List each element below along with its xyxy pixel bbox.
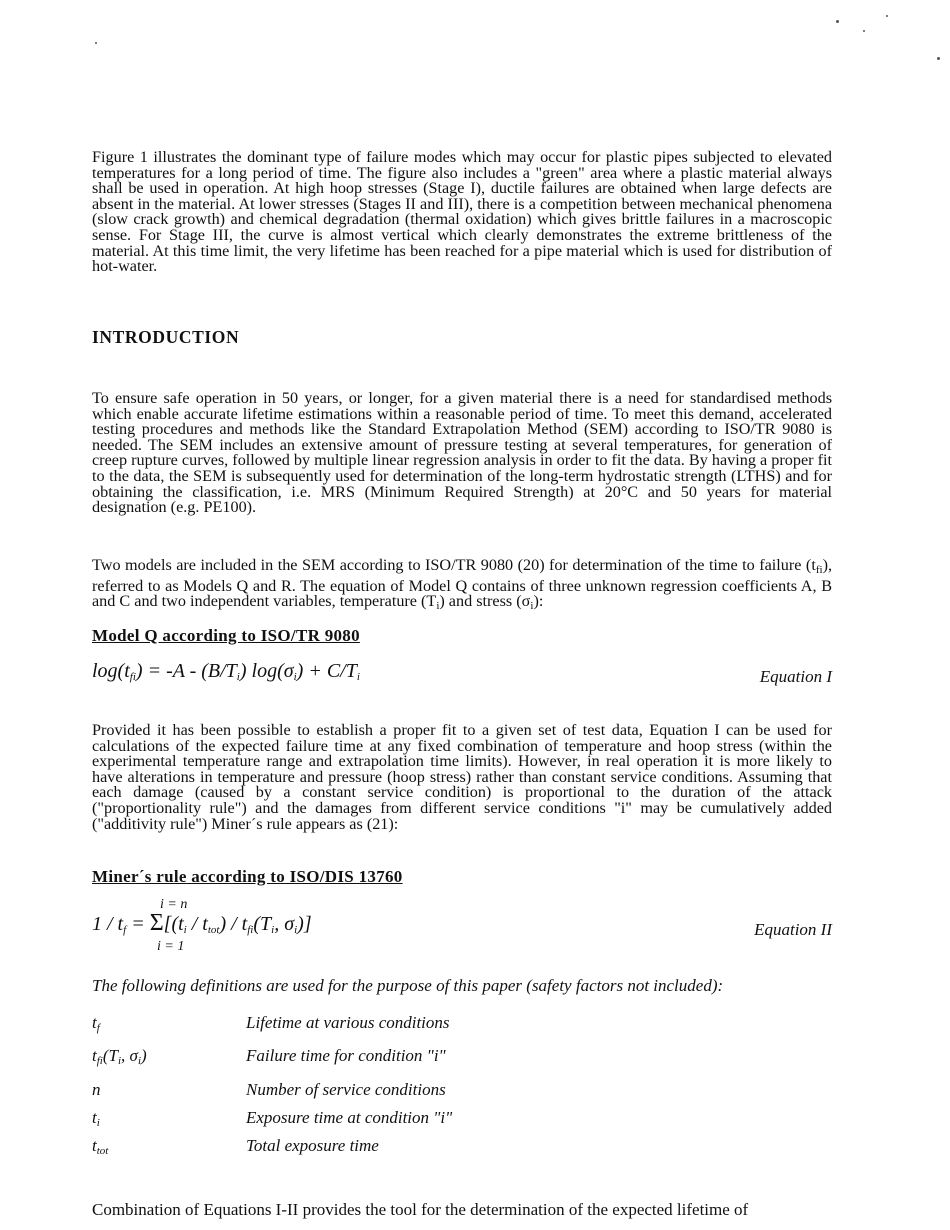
sum-upper-limit: i = n <box>160 897 188 912</box>
sum-lower-limit: i = 1 <box>157 939 185 954</box>
scan-speck <box>95 42 97 44</box>
scan-speck <box>937 57 940 60</box>
subheading-model-q: Model Q according to ISO/TR 9080 <box>92 626 360 645</box>
equation-model-q: $\log(t_{fi}) = -A - (B/T_i) \log(\sigma_i) + C/T_i$ <box>92 660 360 683</box>
definitions-intro: The following definitions are used for the purpose of this paper (safety factors not included): <box>92 976 724 995</box>
equation-label-1: Equation I <box>759 667 832 686</box>
definition-symbol: $t_{tot}$ <box>92 1136 109 1157</box>
definition-symbol: $t_f$ <box>92 1013 100 1034</box>
scan-speck <box>836 20 839 23</box>
definition-symbol: $t_{fi}(T_i$, $\sigma_i$) <box>92 1046 147 1067</box>
section-heading-introduction: INTRODUCTION <box>92 327 240 347</box>
paragraph-introduction: To ensure safe operation in 50 years, or longer, for a given material there is a need for standardised methods which enable accurate lifetime estimations within a reasonable period of time. To meet this demand, accelerated testing procedures and methods like the Standard Extrapolation Method (SEM) according to ISO/TR 9080 is needed. The SEM includes an extensive amount of pressure testing at several temperatures, for generation of creep rupture curves, followed by multiple linear regression analysis in order to fit the data. By having a proper fit to the data, the SEM is subsequently used for determination of the long-term hydrostatic strength (LTHS) and for obtaining the classification, i.e. MRS (Minimum Required Strength) at 20°C and 50 years for material designation (e.g. PE100). <box>92 389 832 517</box>
equation-miner: $1 / t_f = \Sigma[(t_i / t_{tot}) / t_{fi}(T_i$, $\sigma_i$)] <box>92 910 312 936</box>
equation-label-2: Equation II <box>754 920 832 939</box>
definition-symbol: $t_i$ <box>92 1108 100 1129</box>
definition-text: Failure time for condition "i" <box>246 1046 446 1065</box>
scan-speck <box>886 15 888 17</box>
paragraph-models: Two models are included in the SEM according to ISO/TR 9080 (20) for determination of the time to failure $(t_{fi})$, referred to as Models Q and R. The equation of Model Q contains of three unknown regression coefficients A, B and C and two independent variables, temperature $(T_i)$ and stress $(\sigma_i)$: <box>92 556 832 613</box>
scan-speck <box>863 30 865 32</box>
subheading-miner-rule: Miner´s rule according to ISO/DIS 13760 <box>92 867 403 886</box>
paragraph-miner-rule: Provided it has been possible to establish a proper fit to a given set of test data, Equation I can be used for calculations of the expected failure time at any fixed combination of temperature and hoop stress (within the experimental temperature range and extrapolation time limits). However, in real operation it is more likely to have alterations in temperature and pressure (hoop stress) rather than constant service conditions. Assuming that each damage (caused by a constant service condition) is proportional to the duration of the attack ("proportionality rule") and the damages from different service conditions "i" may be cumulatively added ("additivity rule") Miner´s rule appears as (21): <box>92 721 832 833</box>
paragraph-combination: Combination of Equations I-II provides the tool for the determination of the expected lifetime of <box>92 1200 749 1219</box>
definition-symbol: n <box>92 1080 101 1099</box>
definition-text: Lifetime at various conditions <box>246 1013 450 1032</box>
paragraph-failure-modes: Figure 1 illustrates the dominant type of failure modes which may occur for plastic pipes subjected to elevated temperatures for a long period of time. The figure also includes a "green" area where a plastic material always shall be used in operation. At high hoop stresses (Stage I), ductile failures are obtained when large defects are absent in the material. At lower stresses (Stages II and III), there is a competition between mechanical phenomena (slow crack growth) and chemical degradation (thermal oxidation) which gives brittle failures in a macroscopic sense. For Stage III, the curve is almost vertical which clearly demonstrates the extreme brittleness of the material. At this time limit, the very lifetime has been reached for a pipe material which is used for distribution of hot-water. <box>92 148 832 276</box>
definition-text: Total exposure time <box>246 1136 379 1155</box>
definition-text: Exposure time at condition "i" <box>246 1108 453 1127</box>
definition-text: Number of service conditions <box>246 1080 446 1099</box>
